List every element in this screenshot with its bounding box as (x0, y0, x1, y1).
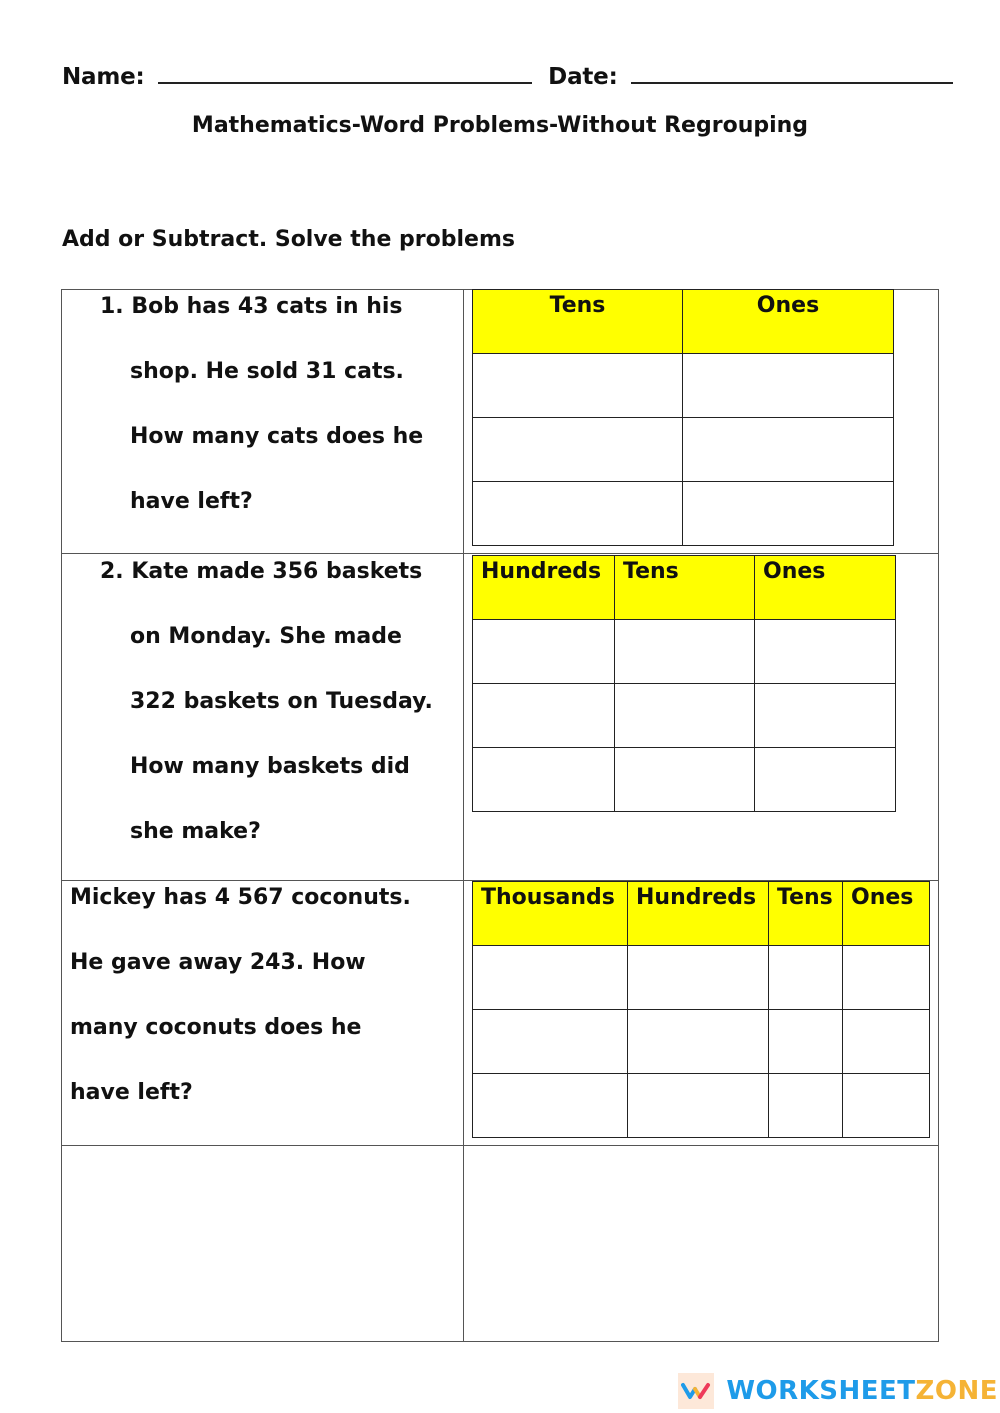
answer-cell[interactable] (628, 1010, 769, 1074)
answer-cell[interactable] (628, 946, 769, 1010)
answer-cell[interactable] (473, 1010, 628, 1074)
worksheet-title: Mathematics-Word Problems-Without Regrouping (191, 113, 809, 138)
answer-cell[interactable] (769, 1074, 843, 1138)
place-value-table-2 (472, 555, 896, 812)
column-header-tens: Tens (769, 882, 843, 946)
answer-cell[interactable] (843, 946, 930, 1010)
answer-cell[interactable] (615, 748, 755, 812)
answer-cell[interactable] (615, 684, 755, 748)
problem-1-number: 1. (100, 294, 124, 319)
answer-cell[interactable] (473, 482, 683, 546)
answer-cell[interactable] (473, 620, 615, 684)
answer-cell[interactable] (769, 1010, 843, 1074)
answer-cell[interactable] (615, 620, 755, 684)
column-header-ones: Ones (755, 556, 896, 620)
answer-cell[interactable] (473, 748, 615, 812)
answer-cell[interactable] (755, 748, 896, 812)
problem-3-text: Mickey has 4 567 coconuts. He gave away 243. How many coconuts does he have left? (70, 885, 411, 1105)
problem-2-text: 2. Kate made 356 baskets on Monday. She made 322 baskets on Tuesday. How many baskets did she make? (100, 559, 433, 844)
answer-cell[interactable] (473, 418, 683, 482)
answer-cell[interactable] (628, 1074, 769, 1138)
date-field[interactable] (631, 62, 953, 84)
column-header-ones: Ones (683, 290, 894, 354)
answer-cell[interactable] (473, 946, 628, 1010)
answer-cell[interactable] (843, 1010, 930, 1074)
place-value-table-3 (472, 881, 930, 1138)
problem-2-number: 2. (100, 559, 124, 584)
problem-1-text: 1. Bob has 43 cats in his shop. He sold 31 cats. How many cats does he have left? (100, 294, 424, 514)
worksheetzone-logo (678, 1371, 998, 1411)
answer-cell[interactable] (755, 620, 896, 684)
name-label: Name: (62, 64, 145, 90)
name-date-row (62, 62, 953, 91)
answer-cell[interactable] (473, 684, 615, 748)
answer-cell[interactable] (473, 1074, 628, 1138)
logo-text: WORKSHEETZONE (726, 1376, 998, 1406)
logo-w-icon (678, 1373, 714, 1409)
name-field[interactable] (158, 62, 532, 84)
empty-cell-left (62, 1146, 462, 1341)
answer-cell[interactable] (683, 482, 894, 546)
answer-cell[interactable] (769, 946, 843, 1010)
place-value-table-1 (472, 289, 894, 546)
column-header-thousands: Thousands (473, 882, 628, 946)
answer-cell[interactable] (683, 354, 894, 418)
column-header-ones: Ones (843, 882, 930, 946)
instructions: Add or Subtract. Solve the problems (62, 227, 515, 252)
column-header-tens: Tens (615, 556, 755, 620)
answer-cell[interactable] (473, 354, 683, 418)
column-header-hundreds: Hundreds (628, 882, 769, 946)
column-header-tens: Tens (473, 290, 683, 354)
answer-cell[interactable] (683, 418, 894, 482)
empty-cell-right (464, 1146, 938, 1341)
date-label: Date: (548, 64, 618, 90)
answer-cell[interactable] (755, 684, 896, 748)
answer-cell[interactable] (843, 1074, 930, 1138)
column-header-hundreds: Hundreds (473, 556, 615, 620)
